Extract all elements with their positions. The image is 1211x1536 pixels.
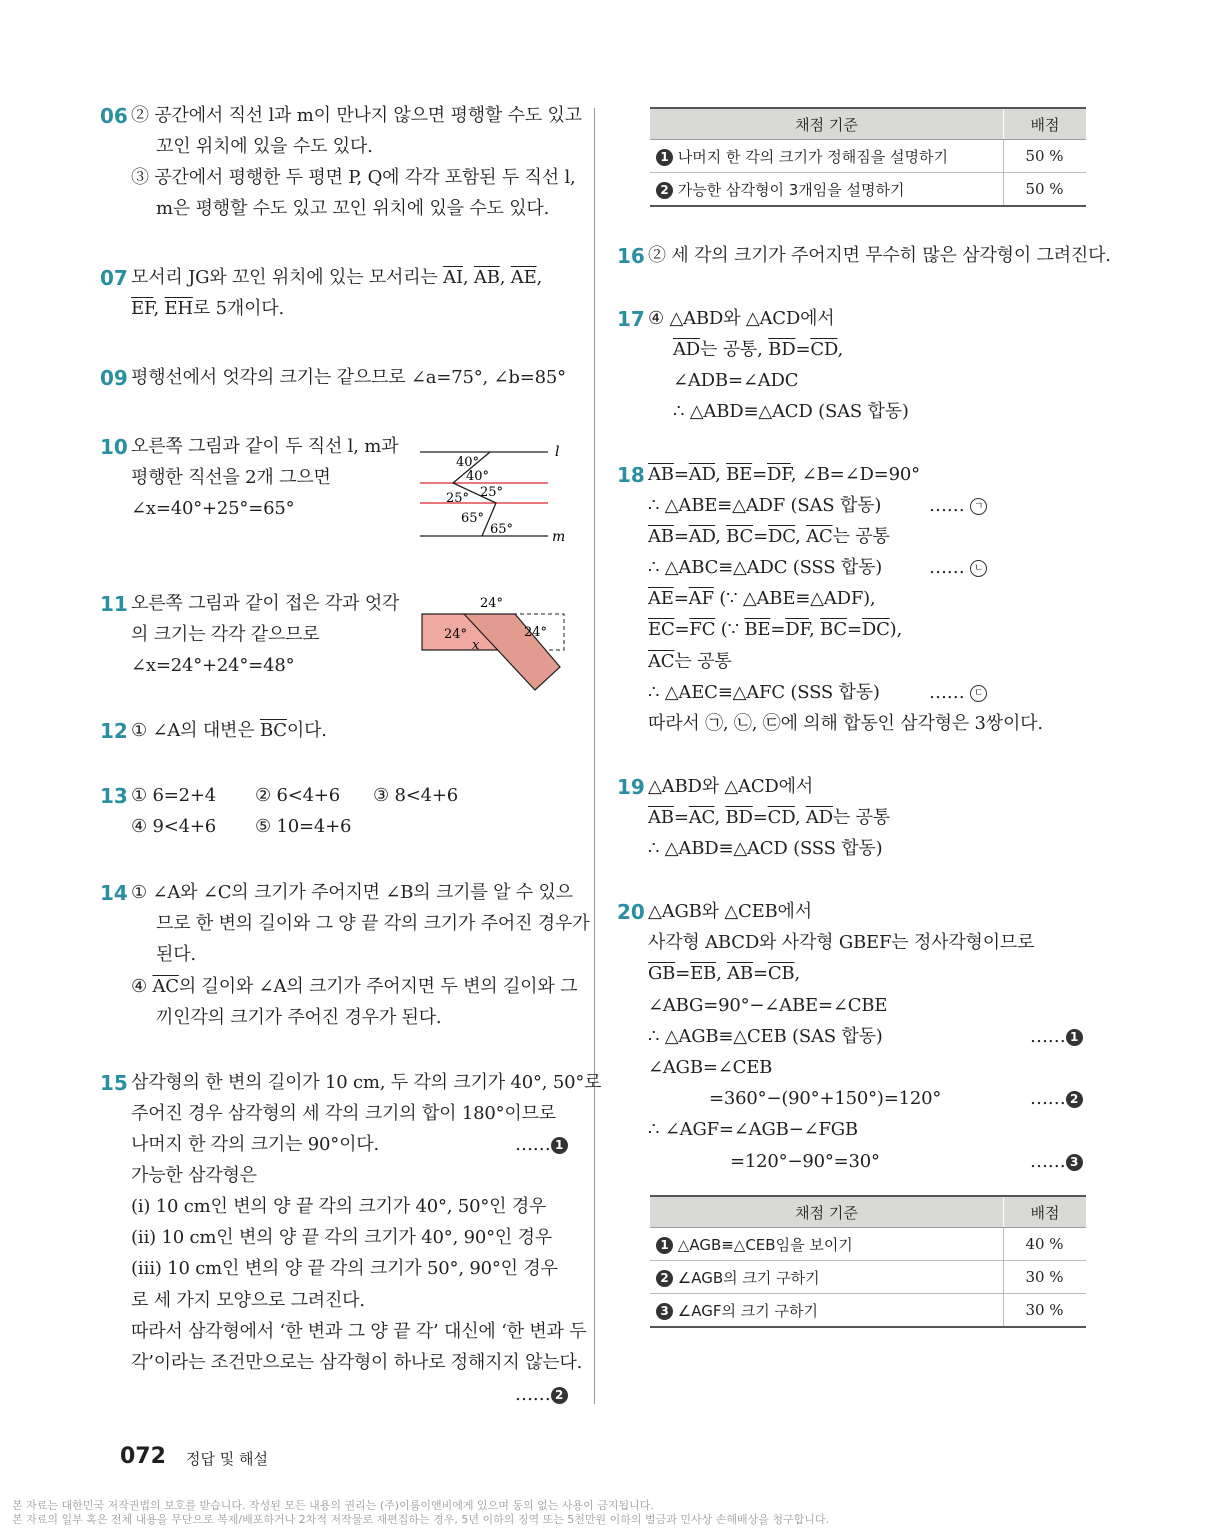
q14-line4: ④ $\overline{AC}$의 길이와 ∠A의 크기가 주어지면 두 변의 길이와 그 [131, 976, 578, 997]
q14-line1: ① ∠A와 ∠C의 크기가 주어지면 ∠B의 크기를 알 수 있으 [131, 882, 573, 903]
problem-number-10: 10 [100, 435, 128, 459]
problem-number-20: 20 [617, 900, 645, 924]
q15-line4: 가능한 삼각형은 [131, 1165, 257, 1186]
q20-mark-2: …… 2 [1030, 1087, 1083, 1111]
q18-line9: 따라서 ㉠, ㉡, ㉢에 의해 합동인 삼각형은 3쌍이다. [648, 713, 1043, 734]
q15-line1: 삼각형의 한 변의 길이가 10 cm, 두 각의 크기가 40°, 50°로 [131, 1072, 602, 1093]
q20-line3: $\overline{GB}=\overline{EB}$, $\overline{AB}=\overline{CB}$, [648, 963, 800, 984]
q11-folded-paper-figure [420, 592, 570, 696]
problem-number-06: 06 [100, 104, 128, 128]
q14-line3: 된다. [156, 944, 196, 965]
q18-line3: $\overline{AB}=\overline{AD}$, $\overline{BC}=\overline{DC}$, $\overline{AC}$는 공통 [648, 526, 890, 547]
q20-line7: =360°−(90°+150°)=120° [709, 1088, 942, 1109]
angle-65b: 65° [490, 522, 514, 537]
q18-line8: ∴ △AEC≡△AFC (SSS 합동) [648, 682, 880, 703]
q17-line3: ∠ADB=∠ADC [673, 370, 799, 391]
problem-number-18: 18 [617, 463, 645, 487]
copyright-line2: 본 자료의 일부 혹은 전체 내용을 무단으로 복제/배포하거나 2차적 저작물로 재편집하는 경우, 5년 이하의 징역 또는 5천만원 이하의 벌금과 민사상 손해배상을 청구합니다. [12, 1513, 830, 1526]
q20-line9: =120°−90°=30° [730, 1151, 880, 1172]
q10-parallel-lines-figure [418, 440, 573, 546]
problem-number-15: 15 [100, 1071, 128, 1095]
q13-choice4: ④ 9<4+6 [131, 816, 216, 837]
angle-40b: 40° [466, 469, 490, 484]
q16-line1: ② 세 각의 크기가 주어지면 무수히 많은 삼각형이 그려진다. [648, 245, 1111, 266]
q10-line2: 평행한 직선을 2개 그으면 [131, 467, 331, 488]
label-l: l [555, 444, 560, 460]
q11-line1: 오른쪽 그림과 같이 접은 각과 엇각 [131, 593, 400, 614]
q18-line7: $\overline{AC}$는 공통 [648, 651, 732, 672]
q14-line5: 끼인각의 크기가 주어진 경우가 된다. [156, 1007, 442, 1028]
angle-24-right: 24° [524, 625, 548, 640]
q13-choice5: ⑤ 10=4+6 [255, 816, 352, 837]
problem-number-11: 11 [100, 592, 128, 616]
angle-25b: 25° [480, 485, 504, 500]
q15-line9: 따라서 삼각형에서 ‘한 변과 그 양 끝 각’ 대신에 ‘한 변과 두 [131, 1321, 587, 1342]
label-m: m [552, 529, 566, 545]
q15-line7: (ⅲ) 10 cm인 변의 양 끝 각의 크기가 50°, 90°인 경우 [131, 1258, 558, 1279]
table-row: 1 △AGB≡△CEB임을 보이기 40 % [650, 1228, 1086, 1261]
q15-line6: (ⅱ) 10 cm인 변의 양 끝 각의 크기가 40°, 90°인 경우 [131, 1227, 553, 1248]
footer-title: 정답 및 해설 [186, 1450, 268, 1468]
page-number: 072 [120, 1444, 166, 1469]
problem-number-13: 13 [100, 784, 128, 808]
q06-line4: m은 평행할 수도 있고 꼬인 위치에 있을 수도 있다. [156, 198, 550, 219]
q17-line1: ④ △ABD와 △ACD에서 [648, 308, 835, 329]
q11-line2: 의 크기는 각각 같으므로 [131, 624, 320, 645]
q19-line2: $\overline{AB}=\overline{AC}$, $\overline{BD}=\overline{CD}$, $\overline{AD}$는 공통 [648, 807, 890, 828]
q18-mark-1: …… ㄱ [929, 494, 987, 518]
q14-line2: 므로 한 변의 길이와 그 양 끝 각의 크기가 주어진 경우가 [156, 913, 590, 934]
q15-line8: 로 세 가지 모양으로 그려진다. [131, 1290, 365, 1311]
q15-mark-1: …… 1 [515, 1133, 568, 1157]
table2-header-criteria: 채점 기준 [650, 1196, 1004, 1228]
column-divider [594, 108, 595, 1404]
q06-line2: 꼬인 위치에 있을 수도 있다. [156, 136, 373, 157]
angle-65a: 65° [461, 511, 485, 526]
q09-line1: 평행선에서 엇각의 크기는 같으므로 ∠a=75°, ∠b=85° [131, 367, 566, 388]
q07-line1: 모서리 JG와 꼬인 위치에 있는 모서리는 $\overline{AI}$, $\overline{AB}$, $\overline{AE}$, [131, 267, 543, 288]
table1-header-points: 배점 [1004, 108, 1087, 140]
q20-line6: ∠AGB=∠CEB [648, 1057, 773, 1078]
q13-choice2: ② 6<4+6 [255, 785, 340, 806]
q12-line1: ① ∠A의 대변은 $\overline{BC}$이다. [131, 720, 327, 741]
q15-mark-2: …… 2 [515, 1383, 568, 1407]
q18-line4: ∴ △ABC≡△ADC (SSS 합동) [648, 557, 883, 578]
q13-choice1: ① 6=2+4 [131, 785, 216, 806]
problem-number-07: 07 [100, 266, 128, 290]
q20-mark-1: …… 1 [1030, 1025, 1083, 1049]
q18-mark-3: …… ㄷ [929, 681, 987, 705]
problem-number-14: 14 [100, 881, 128, 905]
scoring-table-20 [650, 1195, 1086, 1328]
q20-line1: △AGB와 △CEB에서 [648, 901, 812, 922]
q15-line3: 나머지 한 각의 크기는 90°이다. [131, 1134, 379, 1155]
q15-line10: 각’이라는 조건만으로는 삼각형이 하나로 정해지지 않는다. [131, 1352, 583, 1373]
problem-number-09: 09 [100, 366, 128, 390]
q20-line2: 사각형 ABCD와 사각형 GBEF는 정사각형이므로 [648, 932, 1035, 953]
angle-x: x [472, 638, 480, 653]
q06-line3: ③ 공간에서 평행한 두 평면 P, Q에 각각 포함된 두 직선 l, [131, 167, 576, 188]
q18-line6: $\overline{EC}=\overline{FC}$ (∵ $\overline{BE}=\overline{DF}$, $\overline{BC}=\overline{DC}$), [648, 619, 903, 640]
q18-line1: $\overline{AB}=\overline{AD}$, $\overline{BE}=\overline{DF}$, ∠B=∠D=90° [648, 464, 920, 485]
angle-25a: 25° [446, 491, 470, 506]
q17-line4: ∴ △ABD≡△ACD (SAS 합동) [673, 401, 909, 422]
table-row: 2 ∠AGB의 크기 구하기 30 % [650, 1261, 1086, 1294]
q18-mark-2: …… ㄴ [929, 556, 987, 580]
q20-line8: ∴ ∠AGF=∠AGB−∠FGB [648, 1119, 858, 1140]
q20-line4: ∠ABG=90°−∠ABE=∠CBE [648, 995, 888, 1016]
copyright-line1: 본 자료는 대한민국 저작권법의 보호를 받습니다. 작성된 모든 내용의 권리는 (주)이룸이앤비에게 있으며 동의 없는 사용이 금지됩니다. [12, 1499, 654, 1512]
table-row: 3 ∠AGF의 크기 구하기 30 % [650, 1294, 1086, 1328]
q17-line2: $\overline{AD}$는 공통, $\overline{BD}=\overline{CD}$, [673, 339, 844, 360]
problem-number-17: 17 [617, 307, 645, 331]
q06-line1: ② 공간에서 직선 l과 m이 만나지 않으면 평행할 수도 있고 [131, 105, 582, 126]
q10-line3: ∠x=40°+25°=65° [131, 498, 295, 519]
problem-number-19: 19 [617, 775, 645, 799]
angle-24-left: 24° [444, 627, 468, 642]
problem-number-12: 12 [100, 719, 128, 743]
q18-line2: ∴ △ABE≡△ADF (SAS 합동) [648, 495, 882, 516]
angle-40a: 40° [456, 455, 480, 470]
q15-line2: 주어진 경우 삼각형의 세 각의 크기의 합이 180°이므로 [131, 1103, 556, 1124]
q20-mark-3: …… 3 [1030, 1150, 1083, 1174]
problem-number-16: 16 [617, 244, 645, 268]
q19-line3: ∴ △ABD≡△ACD (SSS 합동) [648, 838, 883, 859]
table-row: 1 나머지 한 각의 크기가 정해짐을 설명하기 50 % [650, 140, 1086, 173]
q19-line1: △ABD와 △ACD에서 [648, 776, 814, 797]
q13-choice3: ③ 8<4+6 [373, 785, 458, 806]
q18-line5: $\overline{AE}=\overline{AF}$ (∵ △ABE≡△ADF), [648, 588, 876, 609]
q11-line3: ∠x=24°+24°=48° [131, 655, 295, 676]
table2-header-points: 배점 [1004, 1196, 1087, 1228]
table1-header-criteria: 채점 기준 [650, 108, 1004, 140]
q20-line5: ∴ △AGB≡△CEB (SAS 합동) [648, 1026, 883, 1047]
q15-line5: (ⅰ) 10 cm인 변의 양 끝 각의 크기가 40°, 50°인 경우 [131, 1196, 547, 1217]
q10-line1: 오른쪽 그림과 같이 두 직선 l, m과 [131, 436, 399, 457]
table-row: 2 가능한 삼각형이 3개임을 설명하기 50 % [650, 173, 1086, 207]
angle-24-top: 24° [480, 596, 504, 611]
scoring-table-15 [650, 107, 1086, 207]
q07-line2: $\overline{EF}$, $\overline{EH}$로 5개이다. [131, 298, 284, 319]
